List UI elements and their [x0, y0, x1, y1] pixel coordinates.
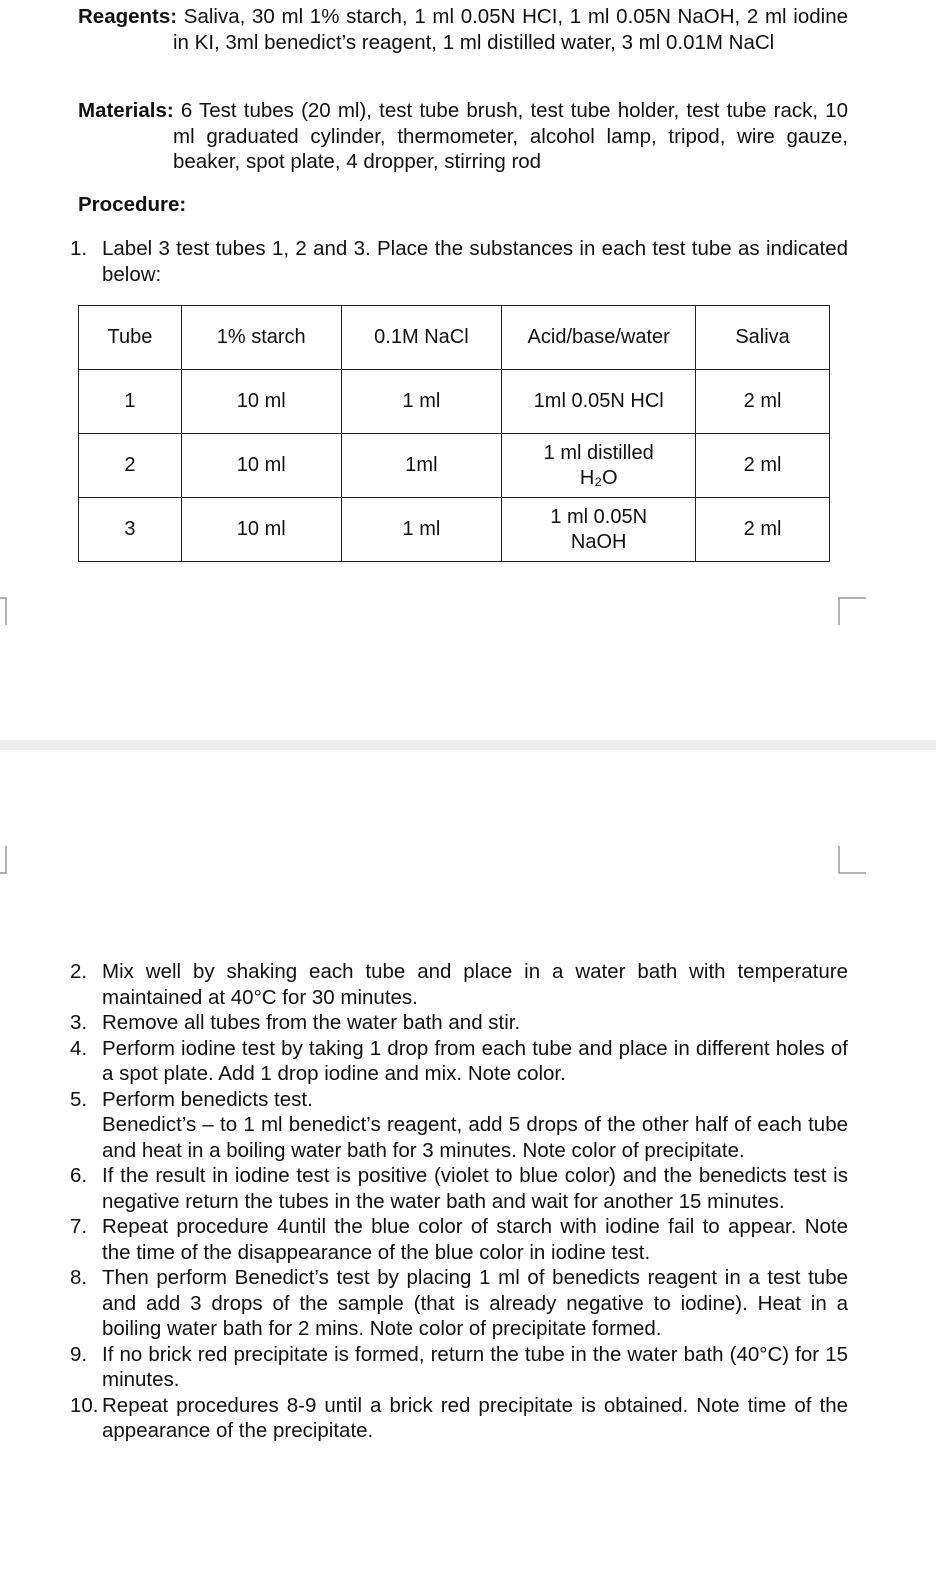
table-row: [79, 370, 830, 434]
reagents-text: Saliva, 30 ml 1% starch, 1 ml 0.05N HCI, 1 ml 0.05N NaOH, 2 ml iodine in KI, 3ml benedict’s reagent, 1 ml distilled water, 3 ml 0.01M NaCl: [173, 5, 848, 54]
table-cell: 10 ml: [181, 434, 341, 498]
table-cell: 1 ml 0.05N NaOH: [502, 498, 696, 562]
step-text: Benedict’s – to 1 ml benedict’s reagent, add 5 drops of the other half of each tube and heat in a boiling water bath for 3 minutes. Note color of precipitate.: [102, 1113, 848, 1162]
list-item: [70, 1393, 848, 1444]
table-cell: 2 ml: [696, 434, 830, 498]
table-cell: 1 ml: [341, 498, 502, 562]
step-text: Then perform Benedict’s test by placing 1 ml of benedicts reagent in a test tube and add 3 drops of the sample (that is already negative to iodine). Heat in a boiling water bath for 2 mins. Note color of precipitate formed.: [102, 1266, 848, 1340]
header-cell: Tube: [79, 306, 182, 370]
step-text: Mix well by shaking each tube and place in a water bath with temperature maintained at 40°C for 30 minutes.: [102, 960, 848, 1009]
step-text: Repeat procedures 8-9 until a brick red precipitate is obtained. Note time of the appearance of the precipitate.: [102, 1393, 848, 1442]
substances-table: [78, 305, 830, 562]
step-number: 2.: [70, 960, 88, 983]
table-cell: 2 ml: [696, 498, 830, 562]
step-text: If no brick red precipitate is formed, return the tube in the water bath (40°C) for 15 minutes.: [102, 1342, 848, 1391]
table-cell: 1 ml: [341, 370, 502, 434]
step-number: 8.: [70, 1266, 88, 1289]
reagents-paragraph: [78, 4, 848, 55]
list-item: [70, 1265, 848, 1342]
table-row: [79, 434, 830, 498]
table-cell: 1ml: [341, 434, 502, 498]
step-number: 5.: [70, 1087, 88, 1111]
procedure-steps-list: [70, 959, 848, 1444]
list-item: [70, 959, 848, 1010]
table-cell: 2 ml: [696, 370, 830, 434]
step-number: 7.: [70, 1215, 88, 1238]
page-separator: [0, 740, 936, 750]
table-cell: 3: [79, 498, 182, 562]
table-cell: 1: [79, 370, 182, 434]
table-cell: 1 ml distilled H₂O: [502, 434, 696, 498]
step-number: 9.: [70, 1342, 88, 1366]
crop-mark-icon: [838, 597, 866, 625]
step-text: If the result in iodine test is positive (violet to blue color) and the benedicts test is negative return the tubes in the water bath and wait for another 15 minutes.: [102, 1164, 848, 1213]
table-row: [79, 498, 830, 562]
reagents-label: Reagents:: [78, 5, 178, 28]
procedure-heading: Procedure:: [78, 193, 187, 216]
header-cell: 1% starch: [181, 306, 341, 370]
header-cell: Acid/base/water: [502, 306, 696, 370]
list-item: [70, 1214, 848, 1265]
step-text: Repeat procedure 4until the blue color of starch with iodine fail to appear. Note the time of the disappearance of the blue color in iodine test.: [102, 1215, 848, 1264]
crop-mark-icon: [838, 846, 866, 874]
step-1: [70, 236, 848, 287]
document-page-1: [0, 0, 936, 740]
materials-text: 6 Test tubes (20 ml), test tube brush, test tube holder, test tube rack, 10 ml graduated cylinder, thermometer, alcohol lamp, tripod, wire gauze, beaker, spot plate, 4 dropper, stirring rod: [173, 99, 848, 173]
step-number: 3.: [70, 1011, 88, 1034]
step-text: Label 3 test tubes 1, 2 and 3. Place the substances in each test tube as indicated below:: [102, 237, 848, 286]
list-item: [70, 1112, 848, 1163]
list-item: [70, 1087, 848, 1113]
step-number: 4.: [70, 1036, 88, 1060]
table-cell: 1ml 0.05N HCl: [502, 370, 696, 434]
step-number: 6.: [70, 1164, 88, 1187]
header-cell: Saliva: [696, 306, 830, 370]
table-cell: 10 ml: [181, 370, 341, 434]
materials-label: Materials:: [78, 99, 174, 122]
crop-mark-icon: [0, 597, 10, 625]
step-number: [70, 1112, 102, 1163]
table-cell: 2: [79, 434, 182, 498]
materials-paragraph: [78, 98, 848, 175]
step-text: Perform benedicts test.: [102, 1087, 313, 1111]
step-number: 1.: [70, 237, 88, 260]
crop-mark-icon: [0, 846, 10, 874]
list-item: [70, 1010, 848, 1036]
step-text: Perform iodine test by taking 1 drop from each tube and place in different holes of a spot plate. Add 1 drop iodine and mix. Note color.: [102, 1036, 848, 1085]
list-item: [70, 1036, 848, 1087]
step-text: Remove all tubes from the water bath and stir.: [102, 1011, 521, 1034]
step-number: 10.: [70, 1393, 99, 1417]
table-cell: 10 ml: [181, 498, 341, 562]
header-cell: 0.1M NaCl: [341, 306, 502, 370]
list-item: [70, 1163, 848, 1214]
table-header-row: [79, 306, 830, 370]
list-item: [70, 1342, 848, 1393]
